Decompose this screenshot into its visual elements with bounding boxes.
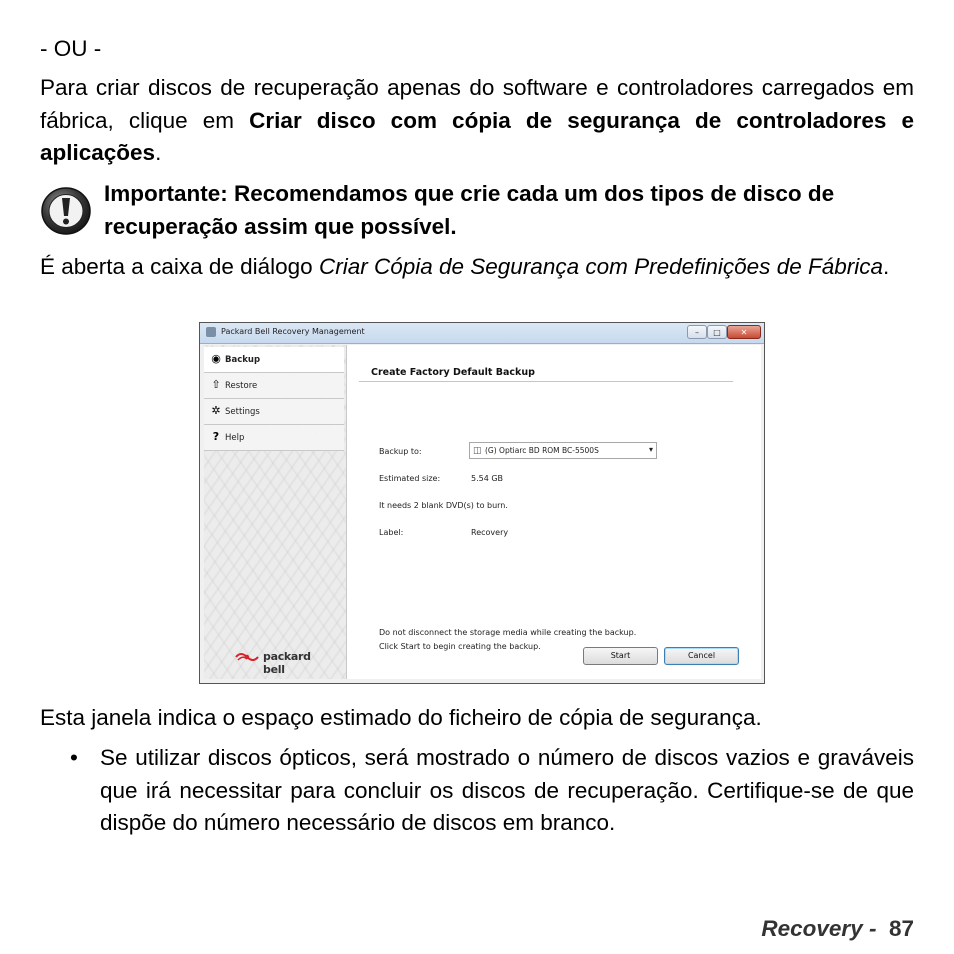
important-warning-icon <box>40 186 92 236</box>
para2-dialog-name: Criar Cópia de Segurança com Predefinições de Fábrica <box>318 254 883 279</box>
window-title: Packard Bell Recovery Management <box>221 327 365 336</box>
para2-end: . <box>883 254 890 279</box>
page-footer <box>761 914 914 944</box>
window-titlebar[interactable] <box>200 323 764 344</box>
recovery-management-window <box>199 322 765 684</box>
sidebar-item-label: Backup <box>225 355 261 365</box>
paragraph-dialog-opens <box>40 251 914 284</box>
discs-needed-text: It needs 2 blank DVD(s) to burn. <box>379 501 508 510</box>
restore-icon: ⇧ <box>211 378 221 391</box>
instruction-message: Click Start to begin creating the backup. <box>379 642 541 651</box>
page-number: 87 <box>888 916 914 941</box>
para2-text: É aberta a caixa de diálogo <box>40 254 319 279</box>
sidebar-item-label: Restore <box>225 381 258 391</box>
cancel-button[interactable]: Cancel <box>664 647 739 665</box>
label-value: Recovery <box>471 528 509 537</box>
chevron-down-icon: ▾ <box>648 445 653 454</box>
selected-drive: (G) Optiarc BD ROM BC-5500S <box>485 446 599 455</box>
para1-bold-option: Criar disco com cópia de segurança de controladores e aplicações <box>40 107 914 165</box>
estimated-size-label: Estimated size: <box>379 474 441 483</box>
main-panel <box>347 345 761 679</box>
optical-drive-icon: ◫ <box>473 446 482 456</box>
backup-disc-icon: ◉ <box>211 352 221 365</box>
separator-text: - OU - <box>40 36 102 61</box>
para1-text: Para criar discos de recuperação apenas do software e controladores carregados em fábrica, clique em <box>40 75 914 133</box>
title-divider <box>359 381 733 382</box>
minimize-button[interactable]: – <box>687 325 707 339</box>
paragraph-estimated-space: Esta janela indica o espaço estimado do ficheiro de cópia de segurança. <box>40 705 762 730</box>
sidebar-item-restore[interactable] <box>204 373 344 399</box>
warning-message: Do not disconnect the storage media while creating the backup. <box>379 628 637 637</box>
start-button[interactable]: Start <box>583 647 658 665</box>
packard-bell-logo-icon <box>234 651 260 663</box>
estimated-size-value: 5.54 GB <box>471 474 504 483</box>
maximize-button[interactable]: □ <box>707 325 727 339</box>
bullet-marker: • <box>70 745 78 770</box>
sidebar-item-label: Help <box>225 433 245 443</box>
sidebar-item-help[interactable] <box>204 425 344 451</box>
app-icon <box>206 327 216 337</box>
sidebar-item-label: Settings <box>225 407 260 417</box>
panel-title: Create Factory Default Backup <box>371 367 535 378</box>
bullet-list <box>70 742 914 840</box>
sidebar <box>204 345 347 679</box>
paragraph-create-discs <box>40 72 914 170</box>
important-note: Importante: Recomendamos que crie cada um dos tipos de disco de recuperação assim que possível. <box>104 181 835 239</box>
sidebar-item-settings[interactable] <box>204 399 344 425</box>
backup-destination-select[interactable] <box>469 442 657 459</box>
gear-icon: ✲ <box>211 404 221 417</box>
para1-end: . <box>155 140 162 165</box>
close-button[interactable]: ✕ <box>727 325 761 339</box>
list-item: Se utilizar discos ópticos, será mostrado o número de discos vazios e graváveis que irá necessitar para concluir os discos de recuperação. Certifique-se de que dispõe do número necessário de discos em branco. <box>100 745 914 835</box>
question-icon: ? <box>212 430 220 443</box>
backup-to-label: Backup to: <box>379 447 422 456</box>
logo-text: packard bell <box>263 650 311 676</box>
label-label: Label: <box>379 528 404 537</box>
footer-section: Recovery - <box>761 916 877 941</box>
sidebar-item-backup[interactable] <box>204 347 344 373</box>
